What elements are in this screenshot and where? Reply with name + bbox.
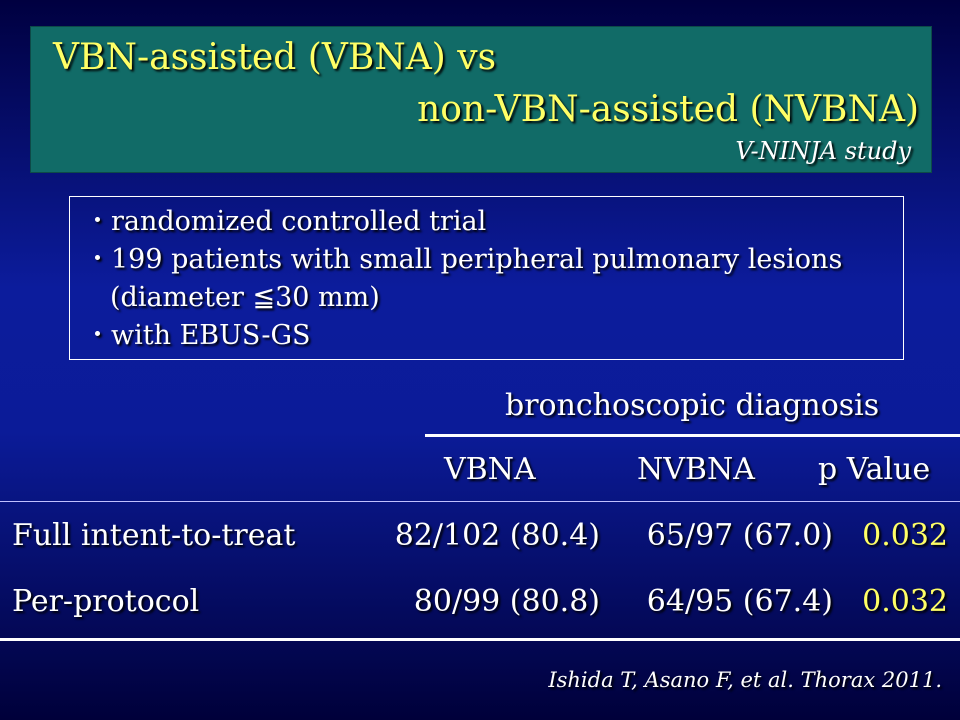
- bullet-item: ・199 patients with small peripheral pulmonary lesions: [84, 244, 843, 275]
- column-header-nvbna: NVBNA: [637, 452, 755, 487]
- column-header-p-value: p Value: [818, 452, 931, 487]
- group-header-rule: [425, 434, 960, 437]
- column-header-vbna: VBNA: [444, 452, 536, 487]
- row-label: Per-protocol: [12, 584, 200, 619]
- table-bottom-rule: [0, 638, 960, 641]
- cell-p-value: 0.032: [862, 584, 948, 619]
- bullet-item: ・with EBUS-GS: [84, 320, 311, 351]
- study-summary-box: [69, 196, 904, 360]
- study-subtitle: V-NINJA study: [735, 137, 911, 165]
- group-header: bronchoscopic diagnosis: [505, 388, 880, 423]
- bullet-item: ・randomized controlled trial: [84, 206, 487, 237]
- title-line-2: non-VBN-assisted (NVBNA): [417, 89, 919, 130]
- title-box: [30, 26, 932, 173]
- citation: Ishida T, Asano F, et al. Thorax 2011.: [548, 668, 942, 692]
- cell-nvbna: 65/97 (67.0): [646, 518, 833, 553]
- row-label: Full intent-to-treat: [12, 518, 296, 553]
- cell-nvbna: 64/95 (67.4): [646, 584, 833, 619]
- cell-vbna: 82/102 (80.4): [394, 518, 600, 553]
- cell-p-value: 0.032: [862, 518, 948, 553]
- header-divider: [0, 501, 960, 502]
- title-line-1: VBN-assisted (VBNA) vs: [53, 37, 497, 78]
- bullet-continuation: (diameter ≦30 mm): [110, 282, 380, 313]
- cell-vbna: 80/99 (80.8): [413, 584, 600, 619]
